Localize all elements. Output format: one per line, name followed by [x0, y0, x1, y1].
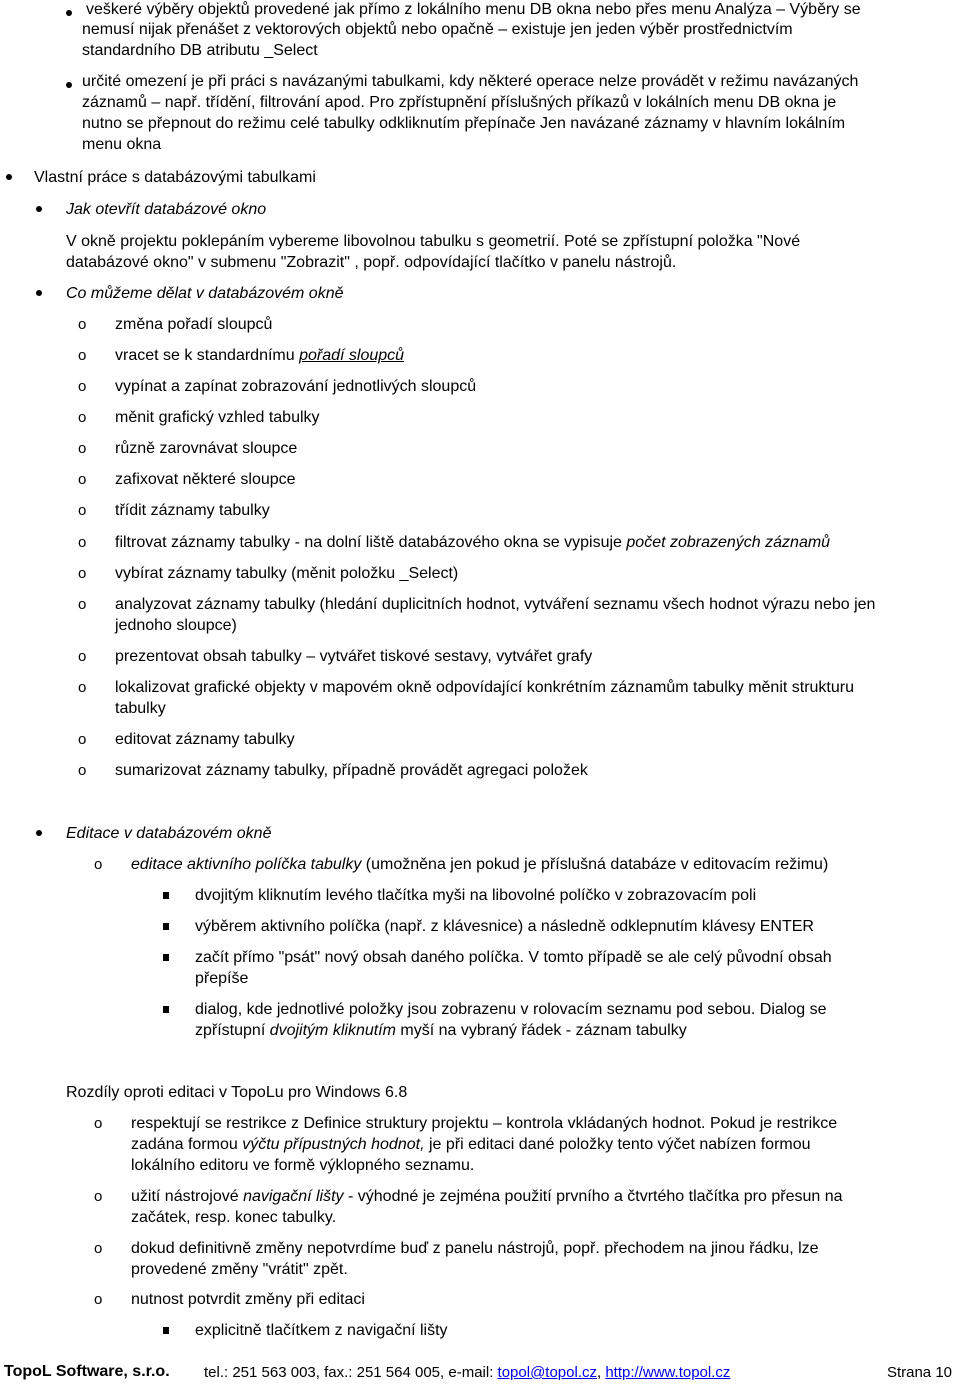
list-item-text: nemusí nijak přenášet z vektorových objektů nebo opačně – existuje jen jeden výběr prostřednictvím: [82, 21, 793, 38]
email-link[interactable]: topol@topol.cz: [497, 1364, 597, 1381]
square-bullet-icon: [163, 923, 169, 930]
subsection-heading: Co můžeme dělat v databázovém okně: [66, 285, 344, 302]
square-bullet-icon: [163, 1006, 169, 1013]
list-item-text: nutnost potvrdit změny při editaci: [131, 1291, 365, 1308]
list-item-text: přepíše: [195, 970, 249, 987]
circle-bullet-icon: o: [78, 565, 87, 582]
bullet: [36, 830, 42, 836]
list-item-text: měnit grafický vzhled tabulky: [115, 409, 320, 426]
subsection-heading: Editace v databázovém okně: [66, 825, 272, 842]
page-footer: [0, 1362, 960, 1382]
list-item-text: [195, 1021, 687, 1042]
list-item-text: standardního DB atributu _Select: [82, 42, 318, 59]
circle-bullet-icon: o: [78, 648, 87, 665]
list-item-text: dialog, kde jednotlivé položky jsou zobrazenu v rolovacím seznamu pod sebou. Dialog se: [195, 1001, 827, 1018]
list-item-text: lokálního editoru ve formě výklopného seznamu.: [131, 1157, 475, 1174]
text-fragment: myší na vybraný řádek - záznam tabulky: [395, 1022, 687, 1039]
circle-bullet-icon: o: [78, 731, 87, 748]
circle-bullet-icon: o: [94, 1291, 103, 1308]
text-fragment: je při editaci dané položky tento výčet nabízen formou: [424, 1136, 811, 1153]
circle-bullet-icon: o: [78, 316, 87, 333]
circle-bullet-icon: o: [78, 596, 87, 613]
list-item-text: [115, 533, 830, 554]
list-item-text: začít přímo "psát" nový obsah daného políčka. V tomto případě se ale celý původní obsah: [195, 949, 832, 966]
circle-bullet-icon: o: [94, 1188, 103, 1205]
circle-bullet-icon: o: [78, 471, 87, 488]
bullet: [36, 290, 42, 296]
list-item-text: výběrem aktivního políčka (např. z klávesnice) a následně odklepnutím klávesy ENTER: [195, 918, 814, 935]
list-item-text: [131, 1187, 843, 1208]
bullet: [66, 82, 72, 88]
list-item-text: vybírat záznamy tabulky (měnit položku _Select): [115, 565, 459, 582]
list-item-text: nutno se přepnout do režimu celé tabulky odkliknutím přepínače Jen navázané záznamy v hlavním lokálním: [82, 115, 846, 132]
list-item-text: [131, 855, 828, 876]
text-fragment: záznamů – např. třídění, filtrování apod.: [82, 94, 365, 111]
list-item-text: analyzovat záznamy tabulky (hledání duplicitních hodnot, vytváření seznamu všech hodnot výrazu nebo jen: [115, 596, 876, 613]
circle-bullet-icon: o: [78, 762, 87, 779]
paragraph-line: V okně projektu poklepáním vybereme libovolnou tabulku s geometrií. Poté se zpřístupní položka "Nové: [66, 233, 801, 250]
circle-bullet-icon: o: [94, 1115, 103, 1132]
list-item-text: [82, 93, 836, 114]
circle-bullet-icon: o: [94, 1240, 103, 1257]
list-item-text: začátek, resp. konec tabulky.: [131, 1209, 337, 1226]
bullet: [6, 174, 12, 180]
paragraph-line: databázové okno" v submenu "Zobrazit" , popř. odpovídající tlačítko v panelu nástrojů.: [66, 254, 677, 271]
list-item-text: sumarizovat záznamy tabulky, případně provádět agregaci položek: [115, 762, 588, 779]
contact-info: [204, 1363, 730, 1383]
list-item-text: veškeré výběry objektů provedené jak přímo z lokálního menu DB okna nebo přes menu Analýza – Výběry se: [86, 1, 861, 18]
text-fragment: dvojitým kliknutím: [269, 1022, 396, 1039]
text-fragment: počet zobrazených záznamů: [626, 534, 831, 551]
list-item-text: prezentovat obsah tabulky – vytvářet tiskové sestavy, vytvářet grafy: [115, 648, 593, 665]
square-bullet-icon: [163, 954, 169, 961]
list-item-text: editovat záznamy tabulky: [115, 731, 295, 748]
circle-bullet-icon: o: [78, 378, 87, 395]
list-item-text: dvojitým kliknutím levého tlačítka myši na libovolné políčko v zobrazovacím poli: [195, 887, 757, 904]
section-heading: Vlastní práce s databázovými tabulkami: [34, 169, 316, 186]
text-fragment: zpřístupní: [195, 1022, 270, 1039]
circle-bullet-icon: o: [78, 679, 87, 696]
circle-bullet-icon: o: [78, 502, 87, 519]
list-item-text: třídit záznamy tabulky: [115, 502, 270, 519]
list-item-text: vypínat a zapínat zobrazování jednotlivých sloupců: [115, 378, 477, 395]
separator: ,: [597, 1364, 606, 1381]
circle-bullet-icon: o: [94, 856, 103, 873]
square-bullet-icon: [163, 892, 169, 899]
list-item-text: [115, 346, 404, 367]
list-item-text: menu okna: [82, 136, 162, 153]
paragraph-heading: Rozdíly oproti editaci v TopoLu pro Windows 6.8: [66, 1084, 408, 1101]
list-item-text: provedené změny "vrátit" zpět.: [131, 1261, 348, 1278]
list-item-text: [131, 1135, 811, 1156]
bullet: [36, 206, 42, 212]
text-fragment: vracet se k standardnímu: [115, 347, 300, 364]
company-name: TopoL Software, s.r.o.: [4, 1363, 170, 1380]
text-fragment: výčtu přípustných hodnot,: [242, 1136, 425, 1153]
circle-bullet-icon: o: [78, 409, 87, 426]
text-fragment: - výhodné je zejména použití prvního a čtvrtého tlačítka pro přesun na: [343, 1188, 843, 1205]
list-item-text: změna pořadí sloupců: [115, 316, 273, 333]
list-item-text: lokalizovat grafické objekty v mapovém okně odpovídající konkrétním záznamům tabulky měnit strukturu: [115, 679, 854, 696]
subsection-heading: Jak otevřít databázové okno: [66, 201, 267, 218]
list-item-text: určité omezení je při práci s navázanými tabulkami, kdy některé operace nelze provádět v režimu navázaných: [82, 73, 859, 90]
list-item-text: tabulky: [115, 700, 166, 717]
text-fragment: (umožněna jen pokud je příslušná databáze v editovacím režimu): [361, 856, 829, 873]
square-bullet-icon: [163, 1327, 169, 1334]
contact-prefix: tel.: 251 563 003, fax.: 251 564 005, e-mail:: [204, 1364, 498, 1381]
page-number: Strana 10: [886, 1364, 952, 1381]
list-item-text: respektují se restrikce z Definice struktury projektu – kontrola vkládaných hodnot. Pokud je restrikce: [131, 1115, 838, 1132]
bullet: [66, 10, 72, 16]
list-item-text: jednoho sloupce): [115, 617, 237, 634]
text-fragment: editace aktivního políčka tabulky: [131, 856, 362, 873]
text-fragment: Pro zpřístupnění příslušných příkazů v lokálních menu DB okna je: [369, 94, 837, 111]
circle-bullet-icon: o: [78, 440, 87, 457]
list-item-text: explicitně tlačítkem z navigační lišty: [195, 1322, 448, 1339]
list-item-text: zafixovat některé sloupce: [115, 471, 296, 488]
circle-bullet-icon: o: [78, 347, 87, 364]
list-item-text: různě zarovnávat sloupce: [115, 440, 298, 457]
text-fragment: filtrovat záznamy tabulky - na dolní liště databázového okna se vypisuje: [115, 534, 627, 551]
text-fragment: zadána formou: [131, 1136, 243, 1153]
text-fragment: užití nástrojové: [131, 1188, 244, 1205]
text-fragment: navigační lišty: [243, 1188, 344, 1205]
link-text[interactable]: pořadí sloupců: [299, 347, 405, 364]
list-item-text: dokud definitivně změny nepotvrdíme buď z panelu nástrojů, popř. přechodem na jinou řádku, lze: [131, 1240, 819, 1257]
circle-bullet-icon: o: [78, 534, 87, 551]
website-link[interactable]: http://www.topol.cz: [605, 1364, 731, 1381]
